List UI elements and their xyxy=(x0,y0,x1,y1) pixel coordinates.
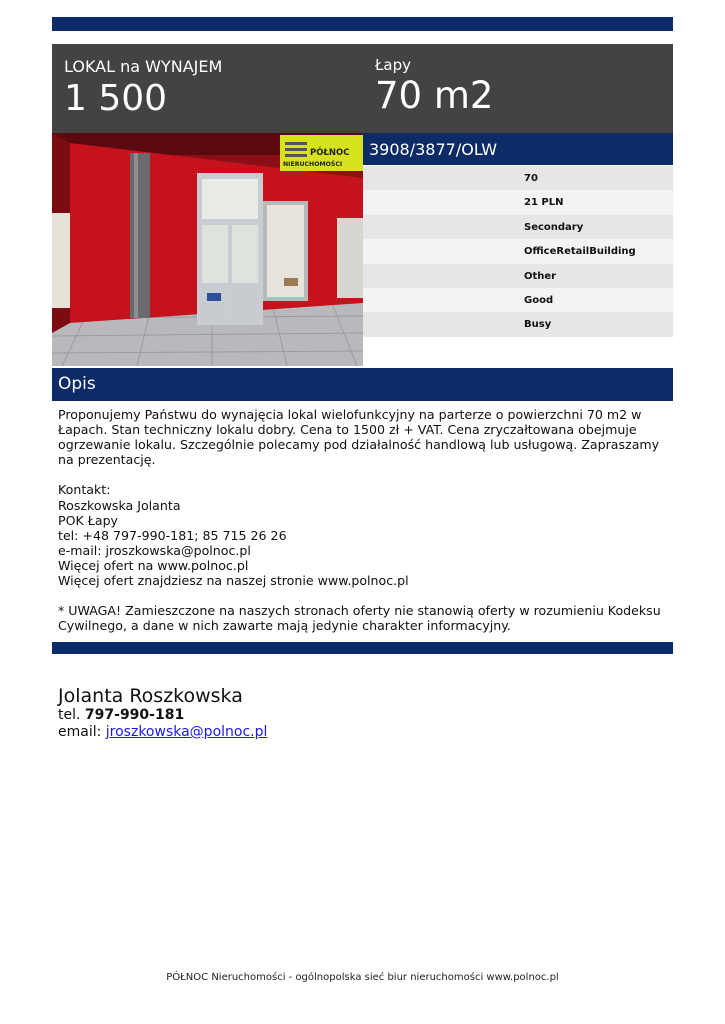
agent-name: Jolanta Roszkowska xyxy=(58,685,243,707)
disclaimer: * UWAGA! Zamieszczone na naszych stronach oferty nie stanowią oferty w rozumieniu Kodeksu Cywilnego, a dane w nich zawarte mają jedynie charakter informacyjny. xyxy=(58,603,661,634)
listing-area: 70 m2 xyxy=(375,74,494,117)
bottom-bar xyxy=(52,642,673,654)
listing-type: LOKAL na WYNAJEM xyxy=(64,57,223,76)
agent-tel-value: 797-990-181 xyxy=(84,707,185,723)
agent-email-link[interactable]: jroszkowska@polnoc.pl xyxy=(105,723,268,740)
agent-tel-label: tel. xyxy=(58,707,81,723)
footer: PÓŁNOC Nieruchomości - ogólnopolska sieć biur nieruchomości www.polnoc.pl xyxy=(166,972,559,983)
listing-id: 3908/3877/OLW xyxy=(363,133,673,165)
listing-city: Łapy xyxy=(375,56,412,74)
section-title: Opis xyxy=(52,368,673,401)
agent-tel xyxy=(58,707,267,724)
details-row: Secondary xyxy=(363,215,673,239)
listing-photo xyxy=(52,133,363,366)
contact-name: Roszkowska Jolanta xyxy=(58,497,181,513)
details-row: Busy xyxy=(363,312,673,336)
logo-text-line1: PÓŁNOC xyxy=(310,148,350,158)
details-row: Good xyxy=(363,288,673,312)
top-bar xyxy=(52,17,673,31)
description xyxy=(58,407,668,633)
logo-text-line2: NIERUCHOMOŚCI xyxy=(283,161,343,168)
listing-header xyxy=(52,44,673,133)
more-offers-2: Więcej ofert znajdziesz na naszej stronie www.polnoc.pl xyxy=(58,573,409,589)
contact-label: Kontakt: xyxy=(58,482,111,498)
details-row: OfficeRetailBuilding xyxy=(363,239,673,263)
agent-email-label: email: xyxy=(58,723,102,740)
description-paragraph: Proponujemy Państwu do wynajęcia lokal wielofunkcyjny na parterze o powierzchni 70 m2 w Łapach. Stan techniczny lokalu dobry. Cena to 1500 zł + VAT. Cena zryczałtowana obejmuje ogrzewanie lokalu. Szczególnie polecamy pod działalność handlową lub usługową. Zapraszamy na prezentację. xyxy=(58,407,660,468)
details-row: Other xyxy=(363,264,673,288)
more-offers-1: Więcej ofert na www.polnoc.pl xyxy=(58,557,249,573)
contact-office: POK Łapy xyxy=(58,512,119,528)
details-table xyxy=(363,166,673,337)
contact-email: e-mail: jroszkowska@polnoc.pl xyxy=(58,542,251,558)
agent-card xyxy=(58,685,267,740)
contact-tel: tel: +48 797-990-181; 85 715 26 26 xyxy=(58,527,287,543)
listing-price: 1 500 xyxy=(64,78,168,119)
details-row: 21 PLN xyxy=(363,190,673,214)
details-row: 70 xyxy=(363,166,673,190)
agent-email xyxy=(58,724,267,741)
